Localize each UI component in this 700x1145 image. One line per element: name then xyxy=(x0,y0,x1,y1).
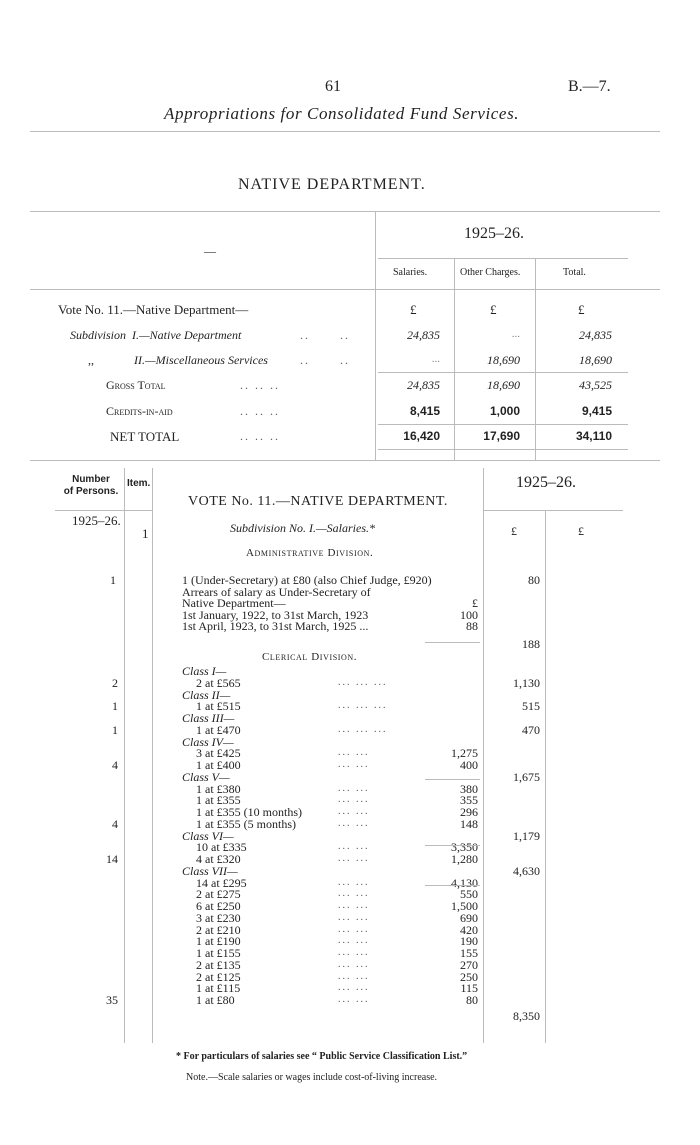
year-left: 1925–26. xyxy=(72,513,121,528)
persons-count: 1 xyxy=(110,573,116,587)
amount-a: 420 xyxy=(460,922,478,937)
amount-a: 155 xyxy=(460,946,478,960)
col-total-header: Total. xyxy=(563,267,586,278)
line-text: 1 at £515 xyxy=(196,699,241,714)
dot-leader: ... ... xyxy=(338,935,370,947)
dot-leader: .. .. xyxy=(300,353,350,367)
amount-b: 8,350 xyxy=(513,1008,540,1023)
currency-b: £ xyxy=(578,524,584,538)
amount-a: 3,350 xyxy=(451,840,478,855)
clerical-heading: Clerical Division. xyxy=(262,651,358,663)
amount-a: 190 xyxy=(460,934,478,949)
dot-leader: ... ... xyxy=(338,900,370,911)
line-text: 2 at £210 xyxy=(196,922,241,937)
subtotal-rule xyxy=(425,779,480,780)
dot-leader: .. .. .. xyxy=(240,404,280,418)
dot-leader: .. .. xyxy=(300,328,350,342)
persons-count: 14 xyxy=(106,852,118,866)
dot-leader: ... ... xyxy=(338,994,370,1005)
line-text: 1 at £355 xyxy=(196,793,241,808)
amount-b: 188 xyxy=(522,637,540,651)
footnote-note: Note.—Scale salaries or wages include cost-of-living increase. xyxy=(186,1072,438,1083)
subtotal-rule xyxy=(425,845,480,846)
amount-a: 148 xyxy=(460,816,478,831)
amount-a: 88 xyxy=(466,619,478,634)
class-heading: Class V— xyxy=(182,769,230,784)
dot-leader: ... ... xyxy=(338,888,370,900)
line-text: 1 at £380 xyxy=(196,781,241,796)
line-text: 1st April, 1923, to 31st March, 1925 ... xyxy=(182,619,369,634)
line-text: 1 at £355 (10 months) xyxy=(196,805,302,819)
page-subtitle: Appropriations for Consolidated Fund Services. xyxy=(164,104,520,123)
row-salaries: 24,835 xyxy=(407,328,440,342)
line-text: Arrears of salary as Under-Secretary of xyxy=(182,584,371,599)
dot-leader: ... ... xyxy=(338,782,370,794)
gross-total: 43,525 xyxy=(579,378,612,392)
dot-leader: ... ... xyxy=(338,970,370,982)
amount-a: 550 xyxy=(460,887,478,902)
summary-dash: — xyxy=(204,244,216,258)
amount-a: 80 xyxy=(466,993,478,1007)
dot-leader: ... ... xyxy=(338,982,370,994)
class-heading: Class III— xyxy=(182,711,235,725)
summary-row-ditto: ,, xyxy=(88,353,94,367)
currency-total: £ xyxy=(578,302,585,317)
dot-leader: .. .. .. xyxy=(240,378,280,392)
dot-leader: ... ... xyxy=(338,806,370,817)
line-text: 2 at £275 xyxy=(196,887,241,902)
persons-count: 35 xyxy=(106,993,118,1007)
currency-other: £ xyxy=(490,302,497,317)
amount-a: £ xyxy=(472,596,478,611)
amount-a: 100 xyxy=(460,607,478,622)
amount-b: 515 xyxy=(522,699,540,714)
amount-b: 1,130 xyxy=(513,675,540,690)
dot-leader: ... ... xyxy=(338,794,370,806)
dot-leader: ... ... ... xyxy=(338,676,388,688)
credits-salaries: 8,415 xyxy=(409,404,440,418)
amount-a: 1,275 xyxy=(451,746,478,761)
dot-leader: ... ... xyxy=(338,958,370,970)
header-rule xyxy=(30,131,660,132)
gross-total-label: Gross Total xyxy=(106,378,166,392)
dot-leader: ... ... xyxy=(338,947,370,958)
row-total: 24,835 xyxy=(579,328,612,342)
dot-leader: ... ... xyxy=(338,876,370,888)
class-heading: Class I— xyxy=(182,664,227,678)
line-text: Native Department— xyxy=(182,596,286,611)
persons-count: 4 xyxy=(112,816,118,831)
document-reference: B.—7. xyxy=(568,78,611,95)
col-other-charges-header: Other Charges. xyxy=(460,267,521,278)
dot-leader: ... ... xyxy=(338,841,370,853)
credits-label: Credits-in-aid xyxy=(106,404,173,418)
net-total-label: NET TOTAL xyxy=(110,429,180,444)
amount-a: 1,280 xyxy=(451,852,478,866)
amount-a: 270 xyxy=(460,957,478,972)
line-text: 10 at £335 xyxy=(196,840,247,855)
amount-a: 1,500 xyxy=(451,899,478,913)
credits-total: 9,415 xyxy=(581,404,612,418)
amount-b: 4,630 xyxy=(513,863,540,878)
item-number: 1 xyxy=(142,526,149,541)
detail-year: 1925–26. xyxy=(516,474,576,491)
department-title: NATIVE DEPARTMENT. xyxy=(238,176,426,193)
col-number-header: Number of Persons. xyxy=(63,474,119,497)
line-text: 1 (Under-Secretary) at £80 (also Chief Judge, £920) xyxy=(182,573,432,587)
amount-b: 1,179 xyxy=(513,828,540,843)
line-text: 1 at £355 (5 months) xyxy=(196,816,296,831)
gross-other: 18,690 xyxy=(487,378,520,392)
net-salaries: 16,420 xyxy=(403,429,440,443)
summary-row-label: Subdivision I.—Native Department xyxy=(70,328,242,342)
dot-leader: ... ... xyxy=(338,911,370,923)
persons-count: 4 xyxy=(112,758,118,772)
line-text: 2 at £125 xyxy=(196,969,241,984)
row-other: 18,690 xyxy=(487,353,520,367)
vote-label: Vote No. 11.—Native Department— xyxy=(58,302,249,317)
line-text: 1 at £400 xyxy=(196,758,241,772)
line-text: 1st January, 1922, to 31st March, 1923 xyxy=(182,607,369,622)
amount-a: 400 xyxy=(460,758,478,772)
amount-a: 115 xyxy=(460,981,478,996)
subtotal-rule xyxy=(425,885,480,886)
dot-leader: ... ... xyxy=(338,817,370,829)
amount-a: 296 xyxy=(460,805,478,819)
col-item-header: Item. xyxy=(127,478,151,489)
line-text: 1 at £190 xyxy=(196,934,241,949)
footnote-star: * For particulars of salaries see “ Public Service Classification List.” xyxy=(176,1051,468,1062)
class-heading: Class VII— xyxy=(182,863,238,878)
line-text: 2 at £135 xyxy=(196,957,241,972)
dot-leader: ... ... xyxy=(338,747,370,759)
dot-leader: ... ... ... xyxy=(338,700,388,712)
dot-leader: ... ... xyxy=(338,923,370,935)
currency-a: £ xyxy=(511,524,517,538)
amount-a: 355 xyxy=(460,793,478,808)
admin-heading: Administrative Division. xyxy=(246,547,374,559)
line-text: 1 at £115 xyxy=(196,981,241,996)
row-total: 18,690 xyxy=(579,353,612,367)
class-heading: Class IV— xyxy=(182,734,234,749)
amount-a: 250 xyxy=(460,969,478,984)
line-text: 1 at £80 xyxy=(196,993,235,1007)
line-text: 4 at £320 xyxy=(196,852,241,866)
summary-row-label: II.—Miscellaneous Services xyxy=(134,353,268,367)
summary-year: 1925–26. xyxy=(464,225,524,242)
line-text: 1 at £470 xyxy=(196,722,241,737)
persons-count: 1 xyxy=(112,722,118,737)
subdivision-heading: Subdivision No. I.—Salaries.* xyxy=(230,521,376,535)
dot-leader: ... ... xyxy=(338,759,370,770)
line-text: 14 at £295 xyxy=(196,875,247,890)
line-text: 3 at £230 xyxy=(196,910,241,925)
amount-a: 690 xyxy=(460,910,478,925)
currency-salaries: £ xyxy=(410,302,417,317)
line-text: 6 at £250 xyxy=(196,899,241,913)
amount-b: 1,675 xyxy=(513,769,540,784)
class-heading: Class II— xyxy=(182,687,231,702)
dot-leader: ... ... xyxy=(338,853,370,864)
col-salaries-header: Salaries. xyxy=(393,267,428,278)
line-text: 1 at £155 xyxy=(196,946,241,960)
row-other: ... xyxy=(511,328,520,340)
line-text: 3 at £425 xyxy=(196,746,241,761)
dot-leader: ... ... ... xyxy=(338,723,388,735)
row-salaries: ... xyxy=(431,353,440,365)
vote-title: VOTE No. 11.—NATIVE DEPARTMENT. xyxy=(188,494,448,509)
class-heading: Class VI— xyxy=(182,828,234,843)
page-number: 61 xyxy=(325,78,341,95)
amount-a: 4,130 xyxy=(451,875,478,890)
persons-count: 1 xyxy=(112,699,118,714)
persons-count: 2 xyxy=(112,675,118,690)
line-text: 2 at £565 xyxy=(196,675,241,690)
gross-salaries: 24,835 xyxy=(407,378,440,392)
net-other: 17,690 xyxy=(483,429,520,443)
amount-b: 80 xyxy=(528,573,540,587)
amount-a: 380 xyxy=(460,781,478,796)
credits-other: 1,000 xyxy=(489,404,520,418)
dot-leader: .. .. .. xyxy=(240,429,280,443)
amount-b: 470 xyxy=(522,722,540,737)
net-total: 34,110 xyxy=(575,429,612,443)
